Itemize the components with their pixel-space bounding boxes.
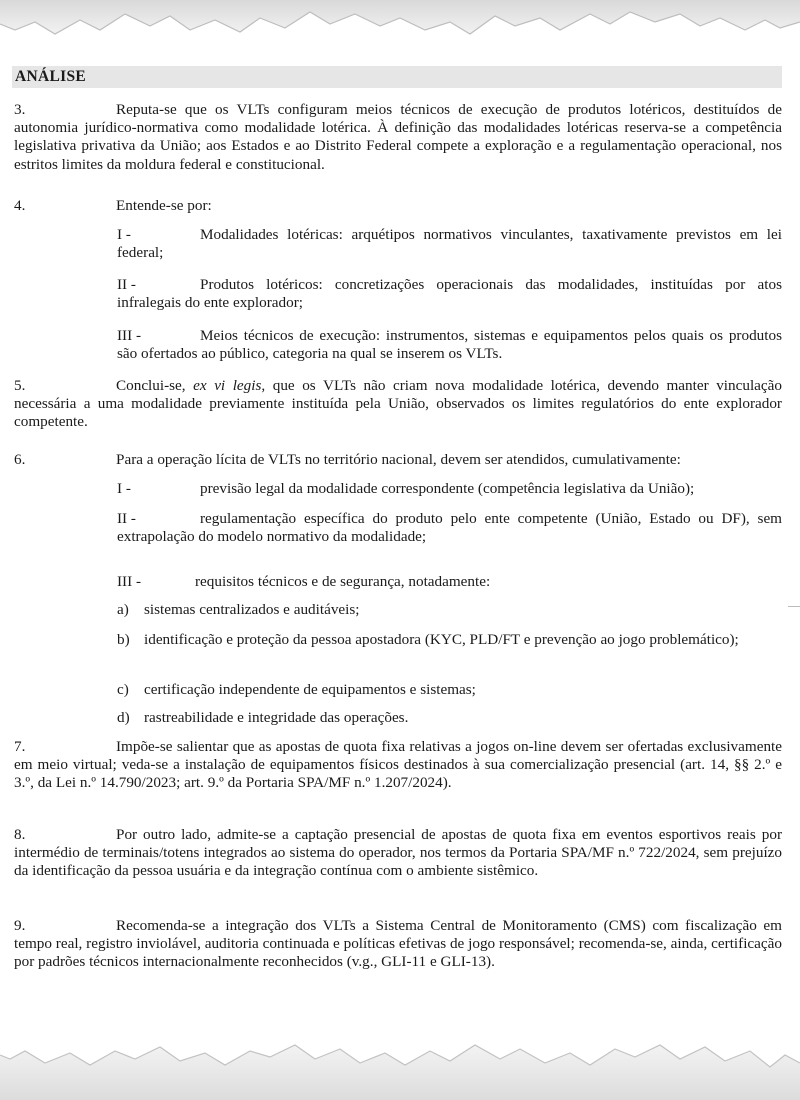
item-label: III -	[117, 573, 142, 590]
margin-mark	[788, 606, 800, 607]
sub-item	[117, 681, 782, 699]
paragraph-text: Impõe-se salientar que as apostas de quota fixa relativas a jogos on-line devem ser ofertadas exclusivamente em meio virtual; veda-se a instalação de equipamentos físicos destinados à sua comercialização presencial (art. 14, §§ 2.º e 3.º, da Lei n.º 14.790/2023; art. 9.º da Portaria SPA/MF n.º 1.207/2024).	[14, 738, 782, 792]
paragraph-5	[14, 377, 782, 432]
paragraph-text: Entende-se por:	[116, 197, 212, 214]
sub-item-letter: d)	[117, 709, 130, 726]
paragraph-text: Recomenda-se a integração dos VLTs a Sistema Central de Monitoramento (CMS) com fiscalização em tempo real, registro inviolável, auditoria continuada e políticas efetivas de jogo responsável; recomenda-se, ainda, certificação por padrões técnicos internacionalmente reconhecidos (v.g., GLI-11 e GLI-13).	[14, 917, 782, 971]
item-label: II -	[117, 510, 136, 527]
paragraph-text: Reputa-se que os VLTs configuram meios técnicos de execução de produtos lotéricos, destituídos de autonomia jurídico-normativa como modalidade lotérica. À definição das modalidades lotéricas reserva-se a competência legislativa privativa da União; aos Estados e ao Distrito Federal compete a exploração e a regulamentação operacional, nos estritos limites da moldura federal e constitucional.	[14, 101, 782, 173]
paragraph-number: 6.	[14, 451, 26, 468]
list-item	[117, 510, 782, 546]
item-label: II -	[117, 276, 136, 293]
list-item	[117, 226, 782, 262]
paragraph-text: Para a operação lícita de VLTs no território nacional, devem ser atendidos, cumulativamente:	[116, 451, 681, 468]
sub-item-text: rastreabilidade e integridade das operações.	[144, 709, 409, 726]
sub-item-letter: c)	[117, 681, 129, 698]
paragraph-number: 3.	[14, 101, 26, 118]
paragraph-4	[14, 197, 782, 215]
paragraph-3	[14, 101, 782, 174]
item-text: previsão legal da modalidade correspondente (competência legislativa da União);	[200, 480, 695, 497]
item-label: I -	[117, 226, 131, 243]
paragraph-text-cont: , que os VLTs não criam nova modalidade lotérica, devendo manter vinculação necessária a uma modalidade previamente instituída pela União, observados os limites regulatórios do ente explorador competente.	[14, 377, 782, 431]
item-label: I -	[117, 480, 131, 497]
item-text: Produtos lotéricos: concretizações operacionais das modalidades, instituídas por atos infralegais do ente explorador;	[117, 276, 782, 312]
sub-item	[117, 709, 782, 727]
paragraph-number: 5.	[14, 377, 26, 394]
paragraph-9	[14, 917, 782, 972]
sub-item	[117, 631, 782, 649]
latin-expression: ex vi legis	[193, 377, 262, 394]
list-item	[117, 573, 782, 591]
list-item	[117, 327, 782, 363]
paragraph-text: Por outro lado, admite-se a captação presencial de apostas de quota fixa em eventos esportivos reais por intermédio de terminais/totens integrados ao sistema do operador, nos termos da Portaria SPA/MF n.º 722/2024, sem prejuízo da identificação da pessoa usuária e da integração contínua com o ambiente sistêmico.	[14, 826, 782, 880]
sub-item-text: sistemas centralizados e auditáveis;	[144, 601, 360, 618]
torn-edge-bottom	[0, 1015, 800, 1100]
sub-item	[117, 601, 782, 619]
section-heading-bar	[12, 66, 782, 88]
sub-item-text: identificação e proteção da pessoa apostadora (KYC, PLD/FT e prevenção ao jogo problemático);	[144, 631, 739, 648]
paragraph-text: Conclui-se,	[116, 377, 194, 394]
item-text: regulamentação específica do produto pelo ente competente (União, Estado ou DF), sem extrapolação do modelo normativo da modalidade;	[117, 510, 782, 546]
paragraph-6	[14, 451, 782, 469]
section-title: ANÁLISE	[15, 68, 87, 85]
sub-item-text: certificação independente de equipamentos e sistemas;	[144, 681, 476, 698]
sub-item-letter: a)	[117, 601, 129, 618]
paragraph-number: 4.	[14, 197, 26, 214]
list-item	[117, 276, 782, 312]
sub-item-letter: b)	[117, 631, 130, 648]
item-text: Modalidades lotéricas: arquétipos normativos vinculantes, taxativamente previstos em lei federal;	[117, 226, 782, 262]
item-text: requisitos técnicos e de segurança, notadamente:	[195, 573, 491, 590]
list-item	[117, 480, 782, 498]
item-label: III -	[117, 327, 142, 344]
paragraph-number: 9.	[14, 917, 26, 934]
paragraph-8	[14, 826, 782, 881]
torn-edge-top	[0, 0, 800, 60]
paragraph-number: 7.	[14, 738, 26, 755]
paragraph-7	[14, 738, 782, 793]
paragraph-number: 8.	[14, 826, 26, 843]
item-text: Meios técnicos de execução: instrumentos, sistemas e equipamentos pelos quais os produtos são ofertados ao público, categoria na qual se inserem os VLTs.	[117, 327, 782, 363]
